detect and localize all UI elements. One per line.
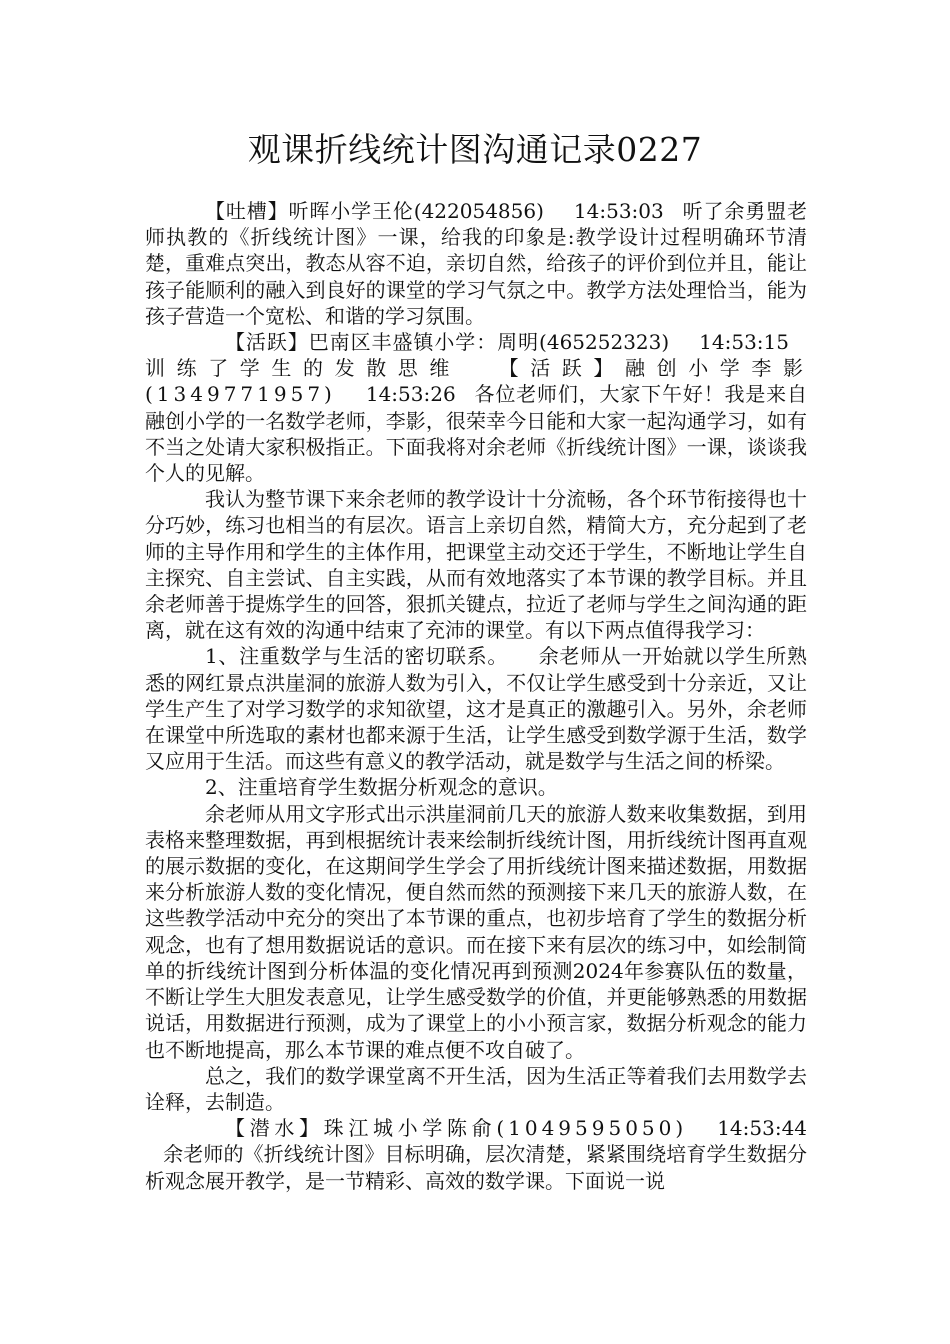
- chat-entry: [145, 1115, 807, 1194]
- entry-text: 余老师的《折线统计图》目标明确，层次清楚，紧紧围绕培育学生数据分析观念展开教学，是一节精彩、高效的数学课。下面说一说: [145, 1142, 807, 1193]
- entry-time: 14:53:44: [717, 1116, 808, 1141]
- section-heading-text: 1、注重数学与生活的密切联系。: [205, 644, 509, 669]
- entry-tag: 【活跃】: [225, 330, 309, 355]
- entry-tag: 【活跃】: [491, 356, 625, 381]
- chat-entry: [145, 329, 807, 486]
- body-paragraph: 余老师从一开始就以学生所熟悉的网红景点洪崖洞的旅游人数为引入，不仅让学生感受到十分亲近，又让学生产生了对学习数学的求知欲望，这才是真正的激趣引入。另外，余老师在课堂中所选取的素材也都来源于生活，让学生感受到数学源于生活，数学又应用于生活。而这些有意义的教学活动，就是数学与生活之间的桥梁。: [145, 644, 807, 774]
- section-heading: [145, 643, 807, 774]
- document-body: [145, 198, 807, 1194]
- body-paragraph: 总之，我们的数学课堂离不开生活，因为生活正等着我们去用数学去诠释，去制造。: [145, 1063, 807, 1114]
- entry-author: 巴南区丰盛镇小学：周明(465252323): [308, 330, 670, 355]
- chat-entry: [145, 198, 807, 329]
- entry-text: 听了余勇盟老师执教的《折线统计图》一课，给我的印象是:教学设计过程明确环节清楚，重难点突出，教态从容不迫，亲切自然，给孩子的评价到位并且，能让孩子能顺利的融入到良好的课堂的学习气氛之中。教学方法处理恰当，能为孩子营造一个宽松、和谐的学习氛围。: [145, 199, 807, 328]
- section-heading: 2、注重培育学生数据分析观念的意识。: [205, 775, 558, 800]
- entry-tag: 【潜水】: [225, 1116, 324, 1141]
- entry-text: 训练了学生的发散思维: [145, 356, 461, 381]
- entry-time: 14:53:03: [573, 199, 664, 223]
- body-paragraph: 余老师从用文字形式出示洪崖洞前几天的旅游人数来收集数据，到用表格来整理数据，再到根据统计表来绘制折线统计图，用折线统计图再直观的展示数据的变化，在这期间学生学会了用折线统计图来描述数据，用数据来分析旅游人数的变化情况，便自然而然的预测接下来几天的旅游人数，在这些教学活动中充分的突出了本节课的重点，也初步培育了学生的数据分析观念，也有了想用数据说话的意识。而在接下来有层次的练习中，如绘制简单的折线统计图到分析体温的变化情况再到预测2024年参赛队伍的数量，不断让学生大胆发表意见，让学生感受数学的价值，并更能够熟悉的用数据说话，用数据进行预测，成为了课堂上的小小预言家，数据分析观念的能力也不断地提高，那么本节课的难点便不攻自破了。: [145, 801, 807, 1062]
- entry-tag: 【吐槽】: [205, 199, 289, 223]
- entry-author: 珠江城小学陈俞(1049595050): [323, 1116, 688, 1141]
- entry-text: 各位老师们，大家下午好！我是来自融创小学的一名数学老师，李影，很荣幸今日能和大家一起沟通学习，如有不当之处请大家积极指正。下面我将对余老师《折线统计图》一课，谈谈我个人的见解。: [145, 382, 807, 486]
- entry-author: 融创小学李影(1349771957): [145, 356, 808, 407]
- page-title: 观课折线统计图沟通记录0227: [247, 130, 703, 169]
- entry-author: 听晖小学王伦(422054856): [288, 199, 544, 223]
- entry-time: 14:53:15: [699, 330, 789, 355]
- entry-time: 14:53:26: [365, 382, 456, 407]
- body-paragraph: 我认为整节课下来余老师的教学设计十分流畅，各个环节衔接得也十分巧妙，练习也相当的有层次。语言上亲切自然，精简大方，充分起到了老师的主导作用和学生的主体作用，把课堂主动交还于学生，不断地让学生自主探究、自主尝试、自主实践，从而有效地落实了本节课的教学目标。并且余老师善于提炼学生的回答，狠抓关键点，拉近了老师与学生之间沟通的距离，就在这有效的沟通中结束了充沛的课堂。有以下两点值得我学习：: [145, 487, 807, 643]
